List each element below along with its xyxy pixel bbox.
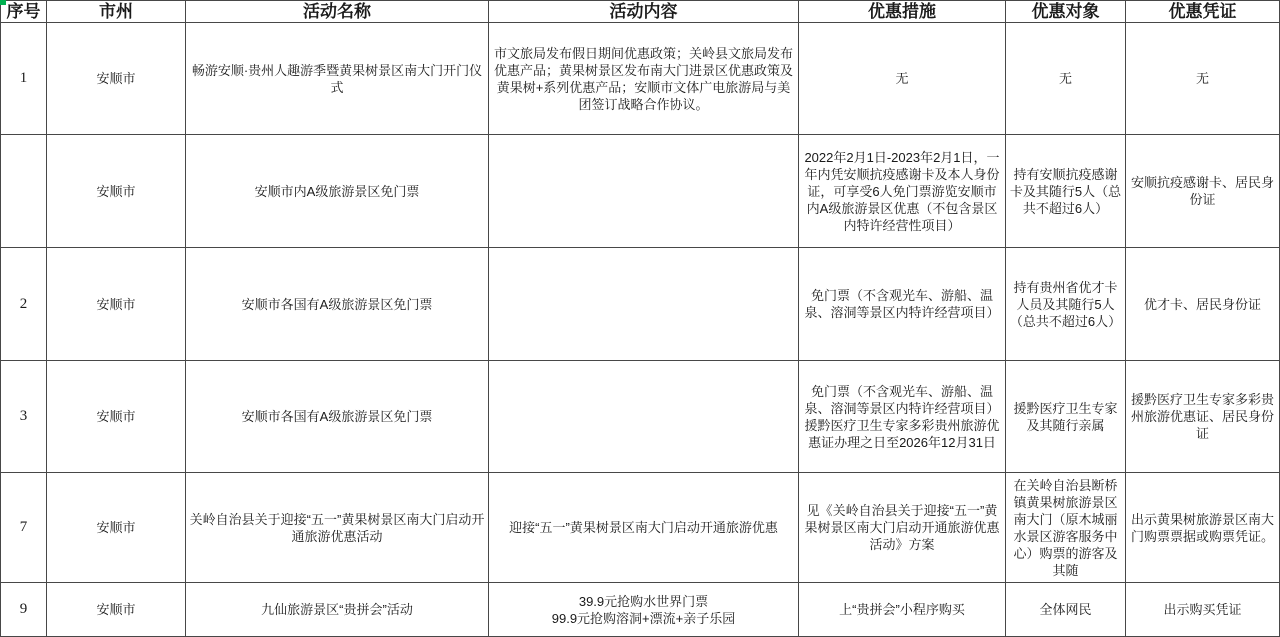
row3-measures: 免门票（不含观光车、游船、温泉、溶洞等景区内特许经营项目）: [799, 248, 1006, 361]
row1-voucher: 无: [1126, 23, 1280, 135]
row5-measures: 见《关岭自治县关于迎接“五一”黄果树景区南大门启动开通旅游优惠活动》方案: [799, 473, 1006, 583]
column-header-voucher: 优惠凭证: [1126, 1, 1280, 23]
row3-voucher: 优才卡、居民身份证: [1126, 248, 1280, 361]
row2-targets: 持有安顺抗疫感谢卡及其随行5人（总共不超过6人）: [1006, 135, 1126, 248]
row6-name: 九仙旅游景区“贵拼会”活动: [186, 583, 489, 637]
column-header-measures: 优惠措施: [799, 1, 1006, 23]
row1-name: 畅游安顺·贵州人趣游季暨黄果树景区南大门开门仪式: [186, 23, 489, 135]
row2-content: [489, 135, 799, 248]
row4-content: [489, 361, 799, 473]
row1-targets: 无: [1006, 23, 1126, 135]
row4-measures: 免门票（不含观光车、游船、温泉、溶洞等景区内特许经营项目）援黔医疗卫生专家多彩贵州旅游优惠证办理之日至2026年12月31日: [799, 361, 1006, 473]
row6-targets: 全体网民: [1006, 583, 1126, 637]
row1-content: 市文旅局发布假日期间优惠政策；关岭县文旅局发布优惠产品；黄果树景区发布南大门进景区优惠政策及黄果树+系列优惠产品；安顺市文体广电旅游局与美团签订战略合作协议。: [489, 23, 799, 135]
row5-content: 迎接“五一”黄果树景区南大门启动开通旅游优惠: [489, 473, 799, 583]
row2-num: [1, 135, 47, 248]
column-header-content: 活动内容: [489, 1, 799, 23]
row6-measures: 上“贵拼会”小程序购买: [799, 583, 1006, 637]
row2-voucher: 安顺抗疫感谢卡、居民身份证: [1126, 135, 1280, 248]
row5-voucher: 出示黄果树旅游景区南大门购票票据或购票凭证。: [1126, 473, 1280, 583]
column-header-city: 市州: [47, 1, 186, 23]
row6-content: [489, 583, 799, 637]
row4-city: 安顺市: [47, 361, 186, 473]
row3-name: 安顺市各国有A级旅游景区免门票: [186, 248, 489, 361]
row5-targets: 在关岭自治县断桥镇黄果树旅游景区南大门（原木城丽水景区游客服务中心）购票的游客及其随: [1006, 473, 1126, 583]
row4-targets: 援黔医疗卫生专家及其随行亲属: [1006, 361, 1126, 473]
row5-city: 安顺市: [47, 473, 186, 583]
row4-num: 3: [1, 361, 47, 473]
row1-city: 安顺市: [47, 23, 186, 135]
row5-num: 7: [1, 473, 47, 583]
row2-measures: 2022年2月1日-2023年2月1日，一年内凭安顺抗疫感谢卡及本人身份证，可享受6人免门票游览安顺市内A级旅游景区优惠（不包含景区内特许经营性项目）: [799, 135, 1006, 248]
cell-selection-marker: [0, 0, 6, 5]
column-header-targets: 优惠对象: [1006, 1, 1126, 23]
row6-city: 安顺市: [47, 583, 186, 637]
row4-voucher: 援黔医疗卫生专家多彩贵州旅游优惠证、居民身份证: [1126, 361, 1280, 473]
column-header-name: 活动名称: [186, 1, 489, 23]
row6-num: 9: [1, 583, 47, 637]
row6-voucher: 出示购买凭证: [1126, 583, 1280, 637]
row4-name: 安顺市各国有A级旅游景区免门票: [186, 361, 489, 473]
row6-content-line2: 99.9元抢购溶洞+漂流+亲子乐园: [551, 610, 736, 626]
row6-content-line1: 39.9元抢购水世界门票: [578, 593, 709, 609]
column-header-num: 序号: [1, 1, 47, 23]
row1-num: 1: [1, 23, 47, 135]
row3-city: 安顺市: [47, 248, 186, 361]
row3-targets: 持有贵州省优才卡人员及其随行5人（总共不超过6人）: [1006, 248, 1126, 361]
row1-measures: 无: [799, 23, 1006, 135]
row2-name: 安顺市内A级旅游景区免门票: [186, 135, 489, 248]
row3-content: [489, 248, 799, 361]
row2-city: 安顺市: [47, 135, 186, 248]
row5-name: 关岭自治县关于迎接“五一”黄果树景区南大门启动开通旅游优惠活动: [186, 473, 489, 583]
row3-num: 2: [1, 248, 47, 361]
